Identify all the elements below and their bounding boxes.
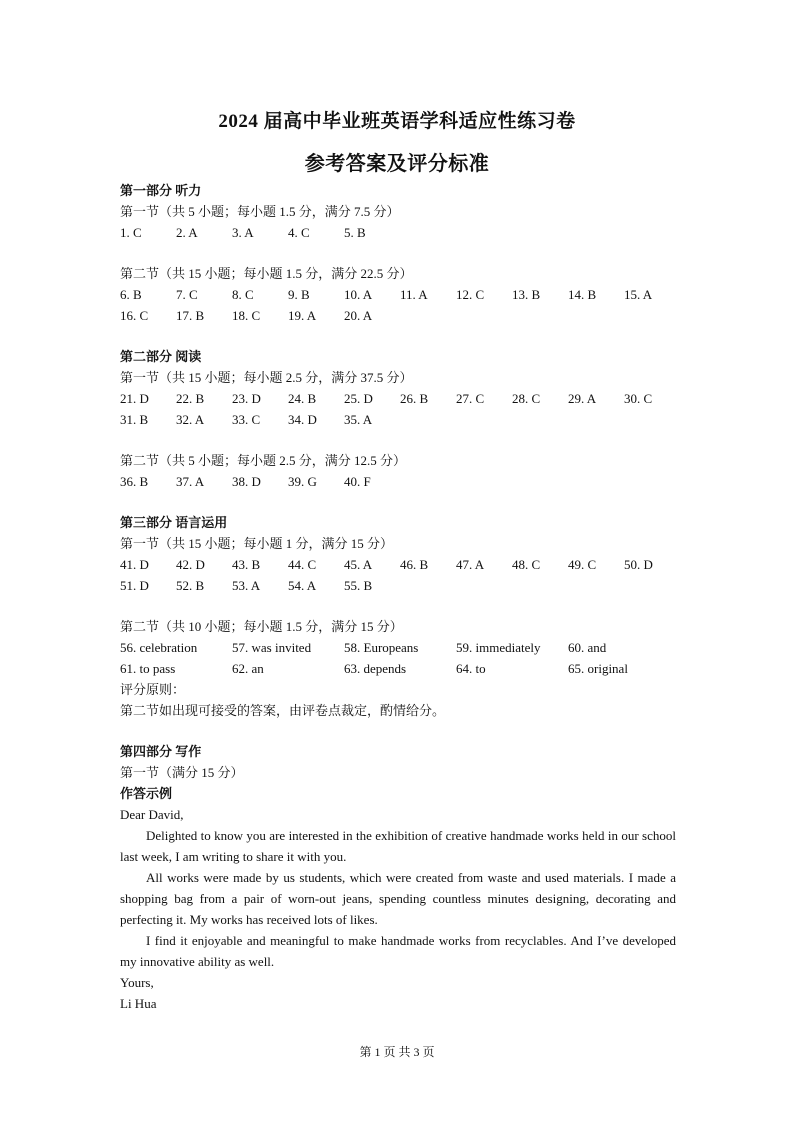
answer-item: 3. A	[232, 225, 254, 240]
part2-sec2-label: 第二节（共 5 小题；每小题 2.5 分，满分 12.5 分）	[120, 453, 407, 468]
letter-paragraph-text: All works were made by us students, which were created from waste and used materials. I made a shopping bag from a pair of worn-out jeans, spending countless minutes designing, decorating and perfecting it. My works has received lots of likes.	[120, 870, 676, 927]
answer-item: 36. B	[120, 474, 149, 489]
answer-row	[120, 222, 676, 243]
letter-closing: Yours,	[120, 975, 154, 990]
answer-item: 28. C	[512, 391, 541, 406]
part3-sec2-answers	[120, 637, 676, 679]
part2-heading: 第二部分 阅读	[120, 349, 202, 364]
answer-item: 22. B	[176, 391, 205, 406]
answer-item: 15. A	[624, 287, 653, 302]
document-subtitle: 参考答案及评分标准	[304, 153, 490, 175]
answer-item: 51. D	[120, 578, 149, 593]
letter-signature: Li Hua	[120, 996, 157, 1011]
answer-row	[120, 305, 676, 326]
answer-item: 9. B	[288, 287, 310, 302]
answer-item: 10. A	[344, 287, 373, 302]
answer-item: 14. B	[568, 287, 597, 302]
letter-greeting: Dear David,	[120, 807, 184, 822]
answer-row	[120, 471, 676, 492]
answer-content	[120, 180, 676, 1014]
answer-item: 50. D	[624, 557, 653, 572]
answer-row	[120, 284, 676, 305]
answer-item: 16. C	[120, 308, 149, 323]
answer-item: 39. G	[288, 474, 317, 489]
answer-item: 58. Europeans	[344, 640, 419, 655]
answer-item: 33. C	[232, 412, 261, 427]
answer-item: 20. A	[344, 308, 373, 323]
part2-sec1-label: 第一节（共 15 小题；每小题 2.5 分，满分 37.5 分）	[120, 370, 413, 385]
answer-item: 34. D	[288, 412, 317, 427]
answer-row	[120, 554, 676, 575]
answer-item: 23. D	[232, 391, 261, 406]
answer-item: 4. C	[288, 225, 310, 240]
answer-item: 38. D	[232, 474, 261, 489]
part1-sec1-label: 第一节（共 5 小题；每小题 1.5 分，满分 7.5 分）	[120, 204, 400, 219]
answer-item: 19. A	[288, 308, 317, 323]
answer-item: 54. A	[288, 578, 317, 593]
answer-item: 63. depends	[344, 661, 407, 676]
letter-paragraph	[120, 930, 676, 972]
answer-item: 1. C	[120, 225, 142, 240]
answer-item: 42. D	[176, 557, 205, 572]
answer-item: 47. A	[456, 557, 485, 572]
answer-item: 40. F	[344, 474, 371, 489]
answer-item: 27. C	[456, 391, 485, 406]
answer-item: 41. D	[120, 557, 149, 572]
part1-heading: 第一部分 听力	[120, 183, 202, 198]
answer-item: 55. B	[344, 578, 373, 593]
answer-item: 56. celebration	[120, 640, 198, 655]
answer-item: 7. C	[176, 287, 198, 302]
part3-sec2-label: 第二节（共 10 小题；每小题 1.5 分，满分 15 分）	[120, 619, 403, 634]
answer-item: 6. B	[120, 287, 142, 302]
letter-paragraph	[120, 825, 676, 867]
answer-item: 18. C	[232, 308, 261, 323]
answer-row	[120, 388, 676, 409]
answer-row	[120, 409, 676, 430]
answer-item: 26. B	[400, 391, 429, 406]
scoring-principle-label: 评分原则：	[120, 682, 186, 697]
answer-item: 62. an	[232, 661, 264, 676]
answer-item: 21. D	[120, 391, 149, 406]
part1-sec2-answers	[120, 284, 676, 326]
answer-item: 57. was invited	[232, 640, 312, 655]
answer-item: 35. A	[344, 412, 373, 427]
document-title: 2024 届高中毕业班英语学科适应性练习卷	[218, 111, 576, 132]
answer-item: 25. D	[344, 391, 373, 406]
page-footer: 第 1 页 共 3 页	[359, 1045, 435, 1059]
answer-item: 11. A	[400, 287, 428, 302]
answer-item: 44. C	[288, 557, 317, 572]
answer-item: 60. and	[568, 640, 607, 655]
answer-item: 53. A	[232, 578, 261, 593]
part2-sec1-answers	[120, 388, 676, 430]
answer-item: 61. to pass	[120, 661, 176, 676]
part4-heading: 第四部分 写作	[120, 744, 202, 759]
part1-sec2-label: 第二节（共 15 小题；每小题 1.5 分，满分 22.5 分）	[120, 266, 413, 281]
answer-item: 48. C	[512, 557, 541, 572]
part3-heading: 第三部分 语言运用	[120, 515, 228, 530]
part4-sec1-label: 第一节（满分 15 分）	[120, 765, 244, 780]
answer-item: 2. A	[176, 225, 198, 240]
answer-item: 46. B	[400, 557, 429, 572]
answer-item: 32. A	[176, 412, 205, 427]
answer-row	[120, 658, 676, 679]
answer-item: 30. C	[624, 391, 653, 406]
part2-sec2-answers	[120, 471, 676, 492]
part1-sec1-answers	[120, 222, 676, 243]
answer-item: 65. original	[568, 661, 628, 676]
answer-item: 45. A	[344, 557, 373, 572]
answer-item: 64. to	[456, 661, 486, 676]
answer-item: 24. B	[288, 391, 317, 406]
scoring-principle-text: 第二节如出现可接受的答案，由评卷点裁定，酌情给分。	[120, 703, 446, 718]
answer-row	[120, 575, 676, 596]
letter-paragraph-text: I find it enjoyable and meaningful to make handmade works from recyclables. And I’ve developed my innovative ability as well.	[120, 933, 676, 969]
answer-item: 49. C	[568, 557, 597, 572]
letter-paragraph	[120, 867, 676, 930]
answer-item: 37. A	[176, 474, 205, 489]
answer-item: 17. B	[176, 308, 205, 323]
answer-item: 29. A	[568, 391, 597, 406]
answer-item: 31. B	[120, 412, 149, 427]
answer-item: 52. B	[176, 578, 205, 593]
sample-answer-label: 作答示例	[120, 786, 173, 801]
answer-item: 8. C	[232, 287, 254, 302]
part3-sec1-answers	[120, 554, 676, 596]
answer-item: 43. B	[232, 557, 261, 572]
letter-paragraph-text: Delighted to know you are interested in the exhibition of creative handmade works held in our school last week, I am writing to share it with you.	[120, 828, 676, 864]
answer-item: 12. C	[456, 287, 485, 302]
answer-row	[120, 637, 676, 658]
answer-item: 13. B	[512, 287, 541, 302]
answer-item: 59. immediately	[456, 640, 541, 655]
part3-sec1-label: 第一节（共 15 小题；每小题 1 分，满分 15 分）	[120, 536, 394, 551]
answer-item: 5. B	[344, 225, 366, 240]
